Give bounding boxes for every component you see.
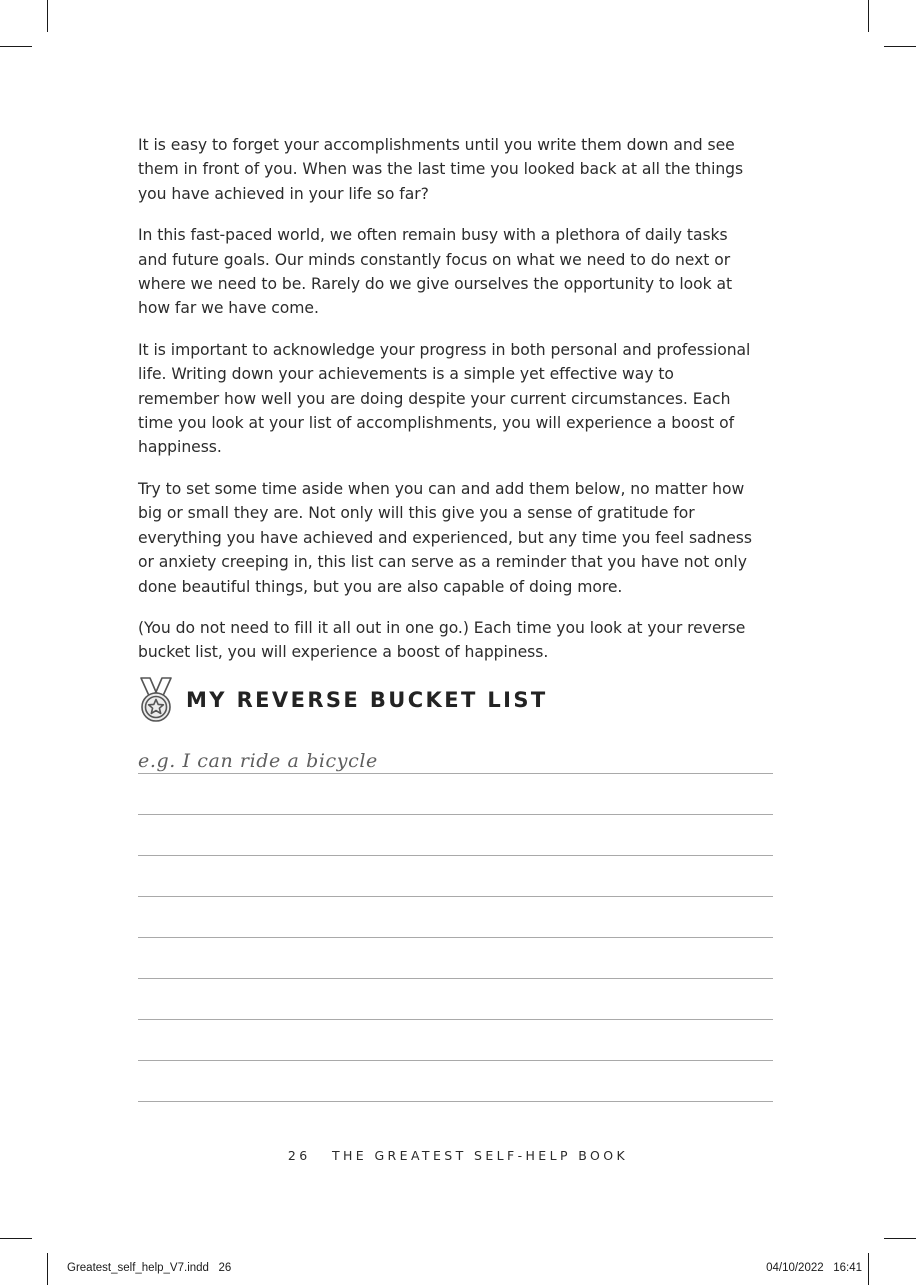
paragraph: It is important to acknowledge your progress in both personal and professional life. Writing down your achievements is a simple yet effective way to remember how well you are doing despite your current circumstances. Each time you look at your list of accomplishments, you will experience a boost of happiness. xyxy=(138,340,751,457)
reverse-bucket-list[interactable] xyxy=(138,733,773,1102)
crop-mark xyxy=(884,1238,916,1239)
example-entry: e.g. I can ride a bicycle xyxy=(138,750,378,772)
paragraph: In this fast-paced world, we often remain busy with a plethora of daily tasks and future goals. Our minds constantly focus on what we need to do next or where we need to be. Rarely do we give ourselves the opportunity to look at how far we have come. xyxy=(138,226,733,318)
crop-mark xyxy=(47,1253,48,1285)
slug-timestamp: 04/10/2022 16:41 xyxy=(766,1262,862,1274)
paragraph: (You do not need to fill it all out in one go.) Each time you look at your reverse bucket list, you will experience a boost of happiness. xyxy=(138,618,746,662)
page-number: 26 xyxy=(287,1148,311,1163)
list-line[interactable] xyxy=(138,1020,773,1061)
crop-mark xyxy=(47,0,48,32)
paragraph: Try to set some time aside when you can and add them below, no matter how big or small they are. Not only will this give you a sense of gratitude for everything you have achieved and experienced, but any time you feel sadness or anxiety creeping in, this list can serve as a reminder that you have not only done beautiful things, but you are also capable of doing more. xyxy=(138,479,752,596)
crop-mark xyxy=(868,0,869,32)
paragraph: It is easy to forget your accomplishments until you write them down and see them in front of you. When was the last time you looked back at all the things you have achieved in your life so far? xyxy=(138,136,744,203)
slug-file: Greatest_self_help_V7.indd 26 xyxy=(67,1262,232,1274)
page-footer xyxy=(0,1148,916,1163)
body-text xyxy=(138,133,758,682)
list-line[interactable] xyxy=(138,733,773,774)
section-heading xyxy=(138,676,548,724)
list-line[interactable] xyxy=(138,979,773,1020)
crop-mark xyxy=(0,1238,32,1239)
list-line[interactable] xyxy=(138,815,773,856)
section-title: MY REVERSE BUCKET LIST xyxy=(186,688,548,712)
list-line[interactable] xyxy=(138,1061,773,1102)
list-line[interactable] xyxy=(138,856,773,897)
crop-mark xyxy=(0,46,32,47)
list-line[interactable] xyxy=(138,938,773,979)
crop-mark xyxy=(884,46,916,47)
medal-icon xyxy=(138,676,174,724)
book-title: THE GREATEST SELF-HELP BOOK xyxy=(331,1148,629,1163)
list-line[interactable] xyxy=(138,774,773,815)
crop-mark xyxy=(868,1253,869,1285)
list-line[interactable] xyxy=(138,897,773,938)
